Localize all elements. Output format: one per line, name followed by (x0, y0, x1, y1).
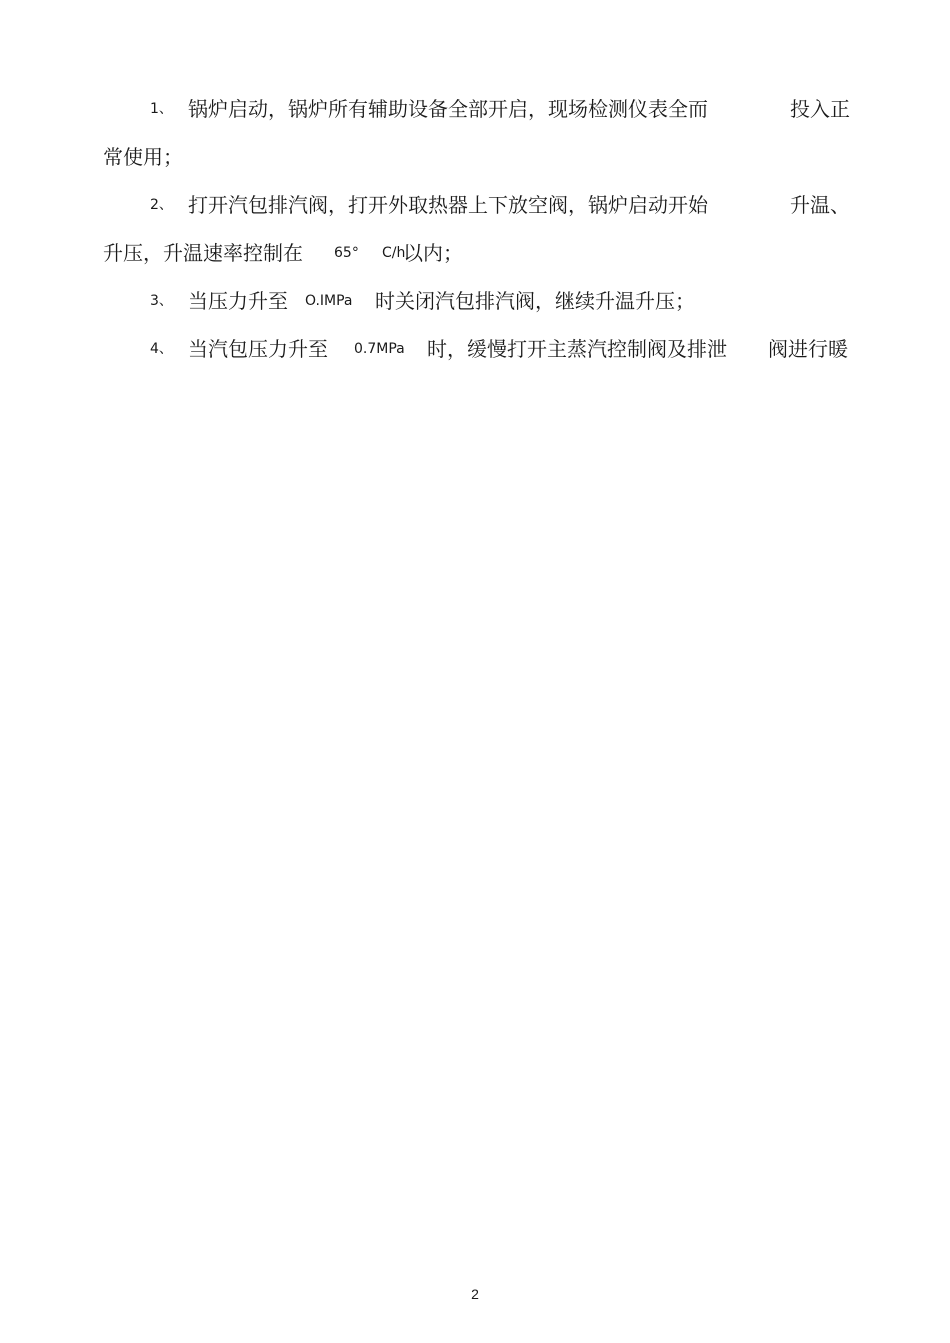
text-segment: 时关闭汽包排汽阀，继续升温升压； (375, 289, 695, 313)
text-segment: 当压力升至 (188, 289, 288, 313)
text-segment: C/h (382, 245, 406, 261)
text-segment: 升温、 (790, 193, 850, 217)
text-segment: O.IMPa (305, 293, 353, 309)
text-segment: 打开汽包排汽阀，打开外取热器上下放空阀，锅炉启动开始 (188, 193, 708, 217)
text-segment: 0.7MPa (354, 341, 405, 357)
text-segment: 1、 (150, 101, 173, 117)
text-segment: 升压，升温速率控制在 (103, 241, 303, 265)
text-segment: 时，缓慢打开主蒸汽控制阀及排泄 (427, 337, 727, 361)
text-line (0, 185, 950, 225)
text-segment: 当汽包压力升至 (188, 337, 328, 361)
text-segment: 常使用； (103, 145, 183, 169)
text-segment: 阀进行暖 (768, 337, 848, 361)
text-line (0, 329, 950, 369)
text-segment: 投入正 (790, 97, 850, 121)
text-segment: 3、 (150, 293, 173, 309)
page-number: 2 (471, 1286, 479, 1302)
text-line (0, 233, 950, 273)
text-segment: 4、 (150, 341, 173, 357)
text-line (0, 137, 950, 177)
text-segment: 锅炉启动，锅炉所有辅助设备全部开启，现场检测仪表全而 (188, 97, 708, 121)
text-segment: 65° (334, 245, 359, 261)
text-segment: 2、 (150, 197, 173, 213)
text-line (0, 89, 950, 129)
text-segment: 以内； (403, 241, 463, 265)
text-line (0, 281, 950, 321)
